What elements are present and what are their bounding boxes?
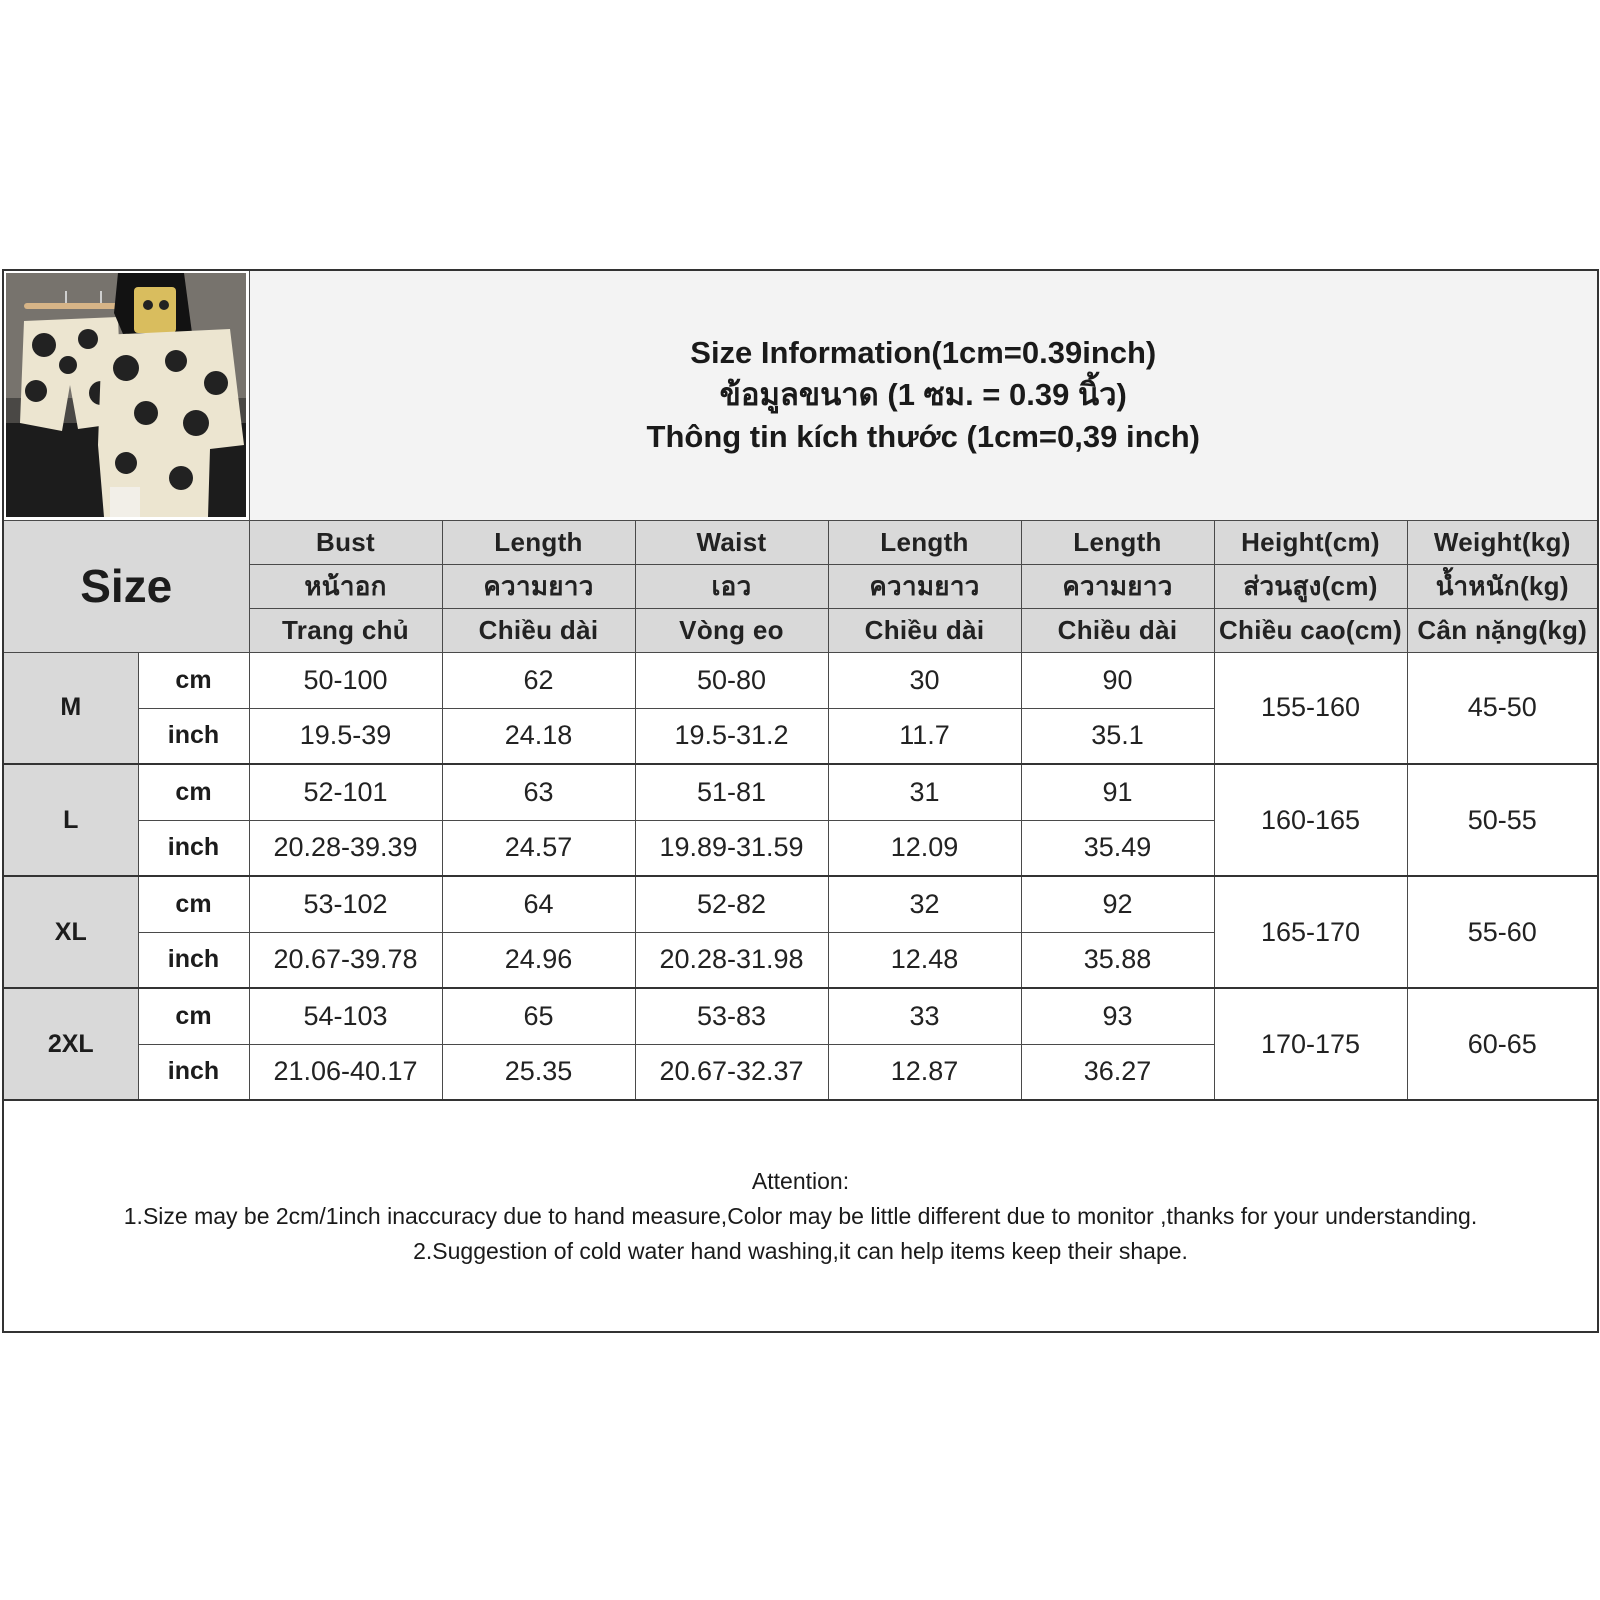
cell-2xl-cm-bust: 54-103 — [249, 988, 442, 1044]
col-height-en: Height(cm) — [1214, 520, 1407, 564]
cell-l-inch-waist: 19.89-31.59 — [635, 820, 828, 876]
size-label-l: L — [3, 764, 138, 876]
cell-l-height: 160-165 — [1214, 764, 1407, 876]
cell-m-weight: 45-50 — [1407, 652, 1598, 764]
cell-m-cm-waist: 50-80 — [635, 652, 828, 708]
unit-inch: inch — [138, 1044, 249, 1100]
attention-heading: Attention: — [751, 1167, 850, 1194]
title-vietnamese: Thông tin kích thước (1cm=0,39 inch) — [646, 419, 1201, 455]
col-weight-th: น้ำหนัก(kg) — [1407, 564, 1598, 608]
size-chart-table — [2, 269, 1599, 1333]
col-length-2-th: ความยาว — [828, 564, 1021, 608]
cell-m-inch-bust: 19.5-39 — [249, 708, 442, 764]
cell-m-cm-length-2: 30 — [828, 652, 1021, 708]
col-length-1-th: ความยาว — [442, 564, 635, 608]
cell-l-inch-length-3: 35.49 — [1021, 820, 1214, 876]
col-waist-en: Waist — [635, 520, 828, 564]
col-length-3-en: Length — [1021, 520, 1214, 564]
cell-l-weight: 50-55 — [1407, 764, 1598, 876]
cell-2xl-cm-length-2: 33 — [828, 988, 1021, 1044]
col-bust-en: Bust — [249, 520, 442, 564]
cell-m-height: 155-160 — [1214, 652, 1407, 764]
col-length-3-vi: Chiều dài — [1021, 608, 1214, 652]
col-height-vi: Chiều cao(cm) — [1214, 608, 1407, 652]
unit-cm: cm — [138, 876, 249, 932]
col-length-1-en: Length — [442, 520, 635, 564]
cell-xl-cm-waist: 52-82 — [635, 876, 828, 932]
cell-xl-inch-length-2: 12.48 — [828, 932, 1021, 988]
cell-2xl-weight: 60-65 — [1407, 988, 1598, 1100]
cell-2xl-inch-waist: 20.67-32.37 — [635, 1044, 828, 1100]
cell-l-inch-length-1: 24.57 — [442, 820, 635, 876]
unit-cm: cm — [138, 652, 249, 708]
attention-note-2: 2.Suggestion of cold water hand washing,it can help items keep their shape. — [413, 1237, 1188, 1264]
cell-2xl-inch-length-2: 12.87 — [828, 1044, 1021, 1100]
cell-2xl-cm-length-3: 93 — [1021, 988, 1214, 1044]
unit-inch: inch — [138, 932, 249, 988]
product-photo — [6, 273, 246, 517]
col-length-3-th: ความยาว — [1021, 564, 1214, 608]
size-label-m: M — [3, 652, 138, 764]
cell-2xl-height: 170-175 — [1214, 988, 1407, 1100]
cell-l-cm-length-2: 31 — [828, 764, 1021, 820]
col-length-2-vi: Chiều dài — [828, 608, 1021, 652]
cell-2xl-inch-length-1: 25.35 — [442, 1044, 635, 1100]
col-height-th: ส่วนสูง(cm) — [1214, 564, 1407, 608]
cell-xl-height: 165-170 — [1214, 876, 1407, 988]
cell-2xl-cm-length-1: 65 — [442, 988, 635, 1044]
cell-l-cm-length-1: 63 — [442, 764, 635, 820]
cell-xl-weight: 55-60 — [1407, 876, 1598, 988]
col-weight-en: Weight(kg) — [1407, 520, 1598, 564]
cell-xl-cm-length-3: 92 — [1021, 876, 1214, 932]
title-english: Size Information(1cm=0.39inch) — [690, 335, 1157, 371]
cell-m-inch-waist: 19.5-31.2 — [635, 708, 828, 764]
cell-l-cm-length-3: 91 — [1021, 764, 1214, 820]
col-waist-th: เอว — [635, 564, 828, 608]
cell-m-inch-length-3: 35.1 — [1021, 708, 1214, 764]
cell-l-inch-length-2: 12.09 — [828, 820, 1021, 876]
cell-xl-cm-length-2: 32 — [828, 876, 1021, 932]
cell-l-inch-bust: 20.28-39.39 — [249, 820, 442, 876]
unit-cm: cm — [138, 988, 249, 1044]
col-length-1-vi: Chiều dài — [442, 608, 635, 652]
cell-xl-inch-waist: 20.28-31.98 — [635, 932, 828, 988]
unit-cm: cm — [138, 764, 249, 820]
size-label-xl: XL — [3, 876, 138, 988]
unit-inch: inch — [138, 708, 249, 764]
cell-l-cm-waist: 51-81 — [635, 764, 828, 820]
cell-xl-inch-length-3: 35.88 — [1021, 932, 1214, 988]
col-bust-vi: Trang chủ — [249, 608, 442, 652]
cell-m-cm-length-1: 62 — [442, 652, 635, 708]
cell-l-cm-bust: 52-101 — [249, 764, 442, 820]
unit-inch: inch — [138, 820, 249, 876]
title-thai: ข้อมูลขนาด (1 ซม. = 0.39 นิ้ว) — [719, 377, 1127, 413]
cell-2xl-inch-length-3: 36.27 — [1021, 1044, 1214, 1100]
col-length-2-en: Length — [828, 520, 1021, 564]
size-header: Size — [3, 520, 249, 652]
cell-xl-inch-length-1: 24.96 — [442, 932, 635, 988]
cell-m-cm-bust: 50-100 — [249, 652, 442, 708]
cell-2xl-inch-bust: 21.06-40.17 — [249, 1044, 442, 1100]
photo-cell — [3, 270, 249, 520]
col-waist-vi: Vòng eo — [635, 608, 828, 652]
cell-m-inch-length-1: 24.18 — [442, 708, 635, 764]
cell-m-inch-length-2: 11.7 — [828, 708, 1021, 764]
cell-xl-cm-bust: 53-102 — [249, 876, 442, 932]
cell-m-cm-length-3: 90 — [1021, 652, 1214, 708]
col-bust-th: หน้าอก — [249, 564, 442, 608]
cell-xl-cm-length-1: 64 — [442, 876, 635, 932]
col-weight-vi: Cân nặng(kg) — [1407, 608, 1598, 652]
cell-xl-inch-bust: 20.67-39.78 — [249, 932, 442, 988]
attention-notes — [3, 1100, 1598, 1332]
title-cell — [249, 270, 1598, 520]
size-label-2xl: 2XL — [3, 988, 138, 1100]
cell-2xl-cm-waist: 53-83 — [635, 988, 828, 1044]
attention-note-1: 1.Size may be 2cm/1inch inaccuracy due to hand measure,Color may be little different due to monitor ,thanks for your understanding. — [123, 1202, 1478, 1229]
